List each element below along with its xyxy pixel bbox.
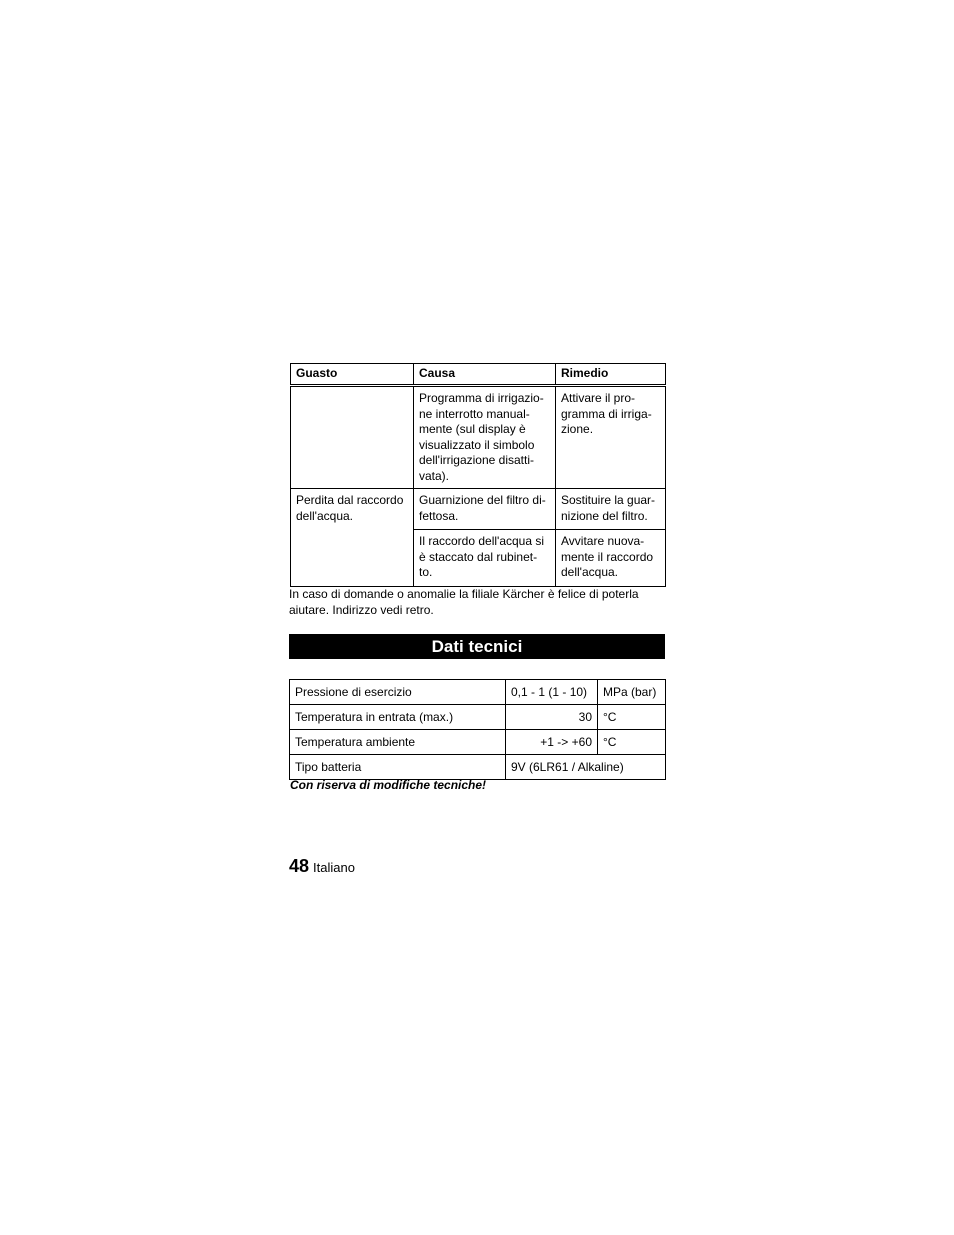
cause-cell: Programma di irrigazio-ne interrotto manual-mente (sul display è visualizzato il simbolo dell'irrigazione disatti-vata).: [414, 386, 556, 489]
spec-value: 30: [506, 705, 598, 730]
remedy-cell: Sostituire la guar-nizione del filtro.: [556, 489, 666, 530]
table-row: [291, 386, 666, 489]
cause-cell: Il raccordo dell'acqua si è staccato dal rubinet-to.: [414, 530, 556, 587]
spec-value: +1 -> +60: [506, 730, 598, 755]
section-title: Dati tecnici: [289, 634, 665, 659]
spec-unit: °C: [598, 705, 666, 730]
header-remedy: Rimedio: [556, 364, 666, 386]
spec-value: 9V (6LR61 / Alkaline): [506, 755, 666, 780]
table-row: [290, 680, 666, 705]
page-footer: [289, 856, 355, 877]
table-header-row: [291, 364, 666, 386]
header-fault: Guasto: [291, 364, 414, 386]
spec-unit: °C: [598, 730, 666, 755]
page-number: 48: [289, 856, 310, 876]
remedy-cell: Attivare il pro-gramma di irriga-zione.: [556, 386, 666, 489]
troubleshooting-table: [290, 363, 666, 587]
spec-value: 0,1 - 1 (1 - 10): [506, 680, 598, 705]
spec-unit: MPa (bar): [598, 680, 666, 705]
spec-label: Pressione di esercizio: [290, 680, 506, 705]
header-cause: Causa: [414, 364, 556, 386]
technical-data-table: [289, 679, 666, 780]
table-row: [290, 730, 666, 755]
table-row: [291, 489, 666, 530]
fault-cell: [291, 386, 414, 489]
spec-label: Tipo batteria: [290, 755, 506, 780]
language-label: Italiano: [313, 860, 355, 875]
cause-cell: Guarnizione del filtro di-fettosa.: [414, 489, 556, 530]
spec-label: Temperatura ambiente: [290, 730, 506, 755]
contact-note: In caso di domande o anomalie la filiale Kärcher è felice di poterla aiutare. Indirizzo vedi retro.: [289, 587, 639, 617]
reserve-note: Con riserva di modifiche tecniche!: [290, 778, 487, 792]
spec-label: Temperatura in entrata (max.): [290, 705, 506, 730]
table-row: [290, 755, 666, 780]
remedy-cell: Avvitare nuova-mente il raccordo dell'acqua.: [556, 530, 666, 587]
table-row: [290, 705, 666, 730]
fault-cell: Perdita dal raccordo dell'acqua.: [291, 489, 414, 587]
